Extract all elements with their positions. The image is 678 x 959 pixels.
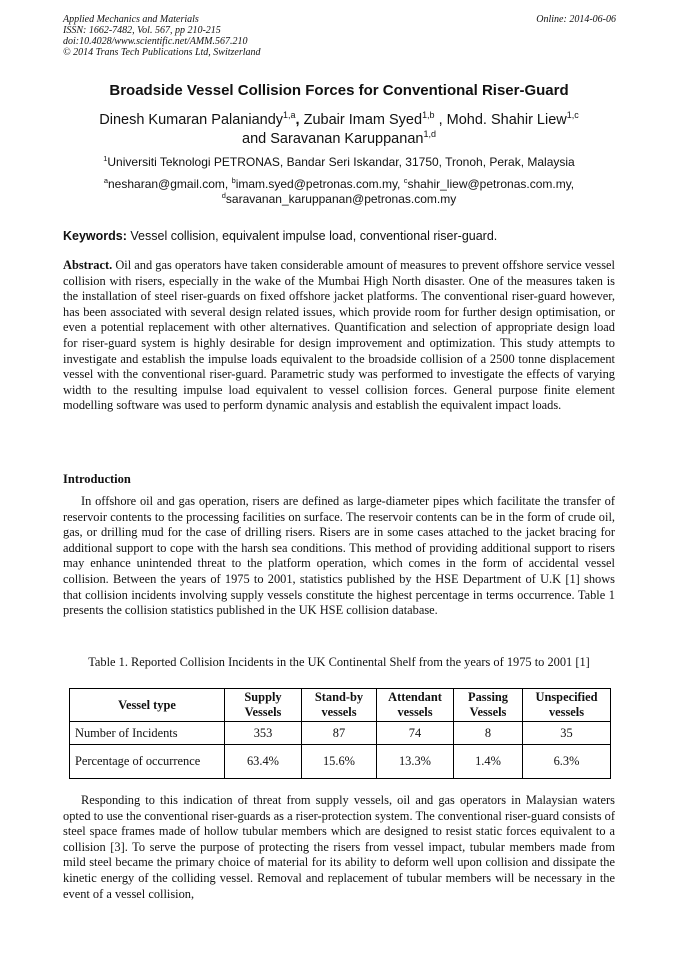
author-sup: 1,a (283, 110, 296, 121)
table-header-cell: Unspecified vessels (523, 689, 611, 722)
table-header-cell: Vessel type (70, 689, 225, 722)
table-cell: 13.3% (377, 745, 454, 779)
email-sup: d (221, 191, 226, 200)
online-date: Online: 2014-06-06 (536, 14, 616, 25)
keywords (63, 229, 497, 243)
table-header-cell: Attendant vessels (377, 689, 454, 722)
table-header-cell: Supply Vessels (225, 689, 302, 722)
author-name: Mohd. Shahir Liew (446, 112, 567, 128)
abstract-text: Oil and gas operators have taken considerable amount of measures to prevent offshore service vessel collision with risers, especially in the wake of the Mumbai High North disaster. One of the measures taken is the installation of steel riser-guards on fixed offshore jacket platforms. The conventional riser-guard however, has been associated with several design related issues, which provide room for further design optimisation, or even a potential replacement with other alternatives. Quantification and selection of appropriate design load for riser-guard system is highly desirable for design improvement and optimization. This study attempts to investigate and establish the impulse loads equivalent to the broadside collision of a 2500 tonne displacement vessel with the conventional riser-guard. Parametric study was performed to investigate the effects of varying width to the resulting impulse load equivalent to vessel collision forces. General purpose finite element modelling software was used to perform dynamic analysis and establish the equivalent impact loads. (63, 258, 615, 413)
table-cell: Number of Incidents (70, 722, 225, 745)
issn-line: ISSN: 1662-7482, Vol. 567, pp 210-215 (63, 25, 221, 36)
table-row (70, 722, 611, 745)
author-list (40, 111, 638, 149)
copyright-line: © 2014 Trans Tech Publications Ltd, Switzerland (63, 47, 261, 58)
affiliation (40, 155, 638, 169)
author-and: and (242, 131, 267, 147)
intro-paragraph-2: Responding to this indication of threat from supply vessels, oil and gas operators in Malaysian waters opted to use the conventional riser-guards as a riser-protection system. The conventional riser-guard consists of steel space frames made of hollow tubular members which are designed to resist static forces equivalent to a collision [3]. To serve the purpose of protecting the risers from vessel impact, tubular members made from mild steel became the primary choice of material for its ability to deform well upon collision and dissipate the kinetic energy of the colliding vessel. Removal and replacement of tubular members will be necessary in the event of a vessel collision, (63, 793, 615, 901)
email-address[interactable]: saravanan_karuppanan@petronas.com.my (225, 192, 457, 206)
author-name: Dinesh Kumaran Palaniandy (99, 112, 284, 128)
table-cell: 35 (523, 722, 611, 745)
email-address[interactable]: shahir_liew@petronas.com.my, (407, 177, 575, 191)
doi-line: doi:10.4028/www.scientific.net/AMM.567.210 (63, 36, 248, 47)
journal-name: Applied Mechanics and Materials (63, 14, 199, 25)
author-sup: 1,d (423, 129, 436, 140)
email-sup: c (403, 176, 408, 185)
table-cell: 15.6% (302, 745, 377, 779)
keywords-text: Vessel collision, equivalent impulse load, conventional riser-guard. (130, 229, 498, 243)
author-name: Zubair Imam Syed (303, 112, 423, 128)
keywords-label: Keywords: (63, 229, 127, 243)
table-cell: 6.3% (523, 745, 611, 779)
journal-header (63, 14, 261, 58)
table-cell: 74 (377, 722, 454, 745)
email-address[interactable]: nesharan@gmail.com, (108, 177, 229, 191)
affiliation-text: Universiti Teknologi PETRONAS, Bandar Seri Iskandar, 31750, Tronoh, Perak, Malaysia (107, 155, 575, 169)
table-cell: 353 (225, 722, 302, 745)
affiliation-sup: 1 (103, 154, 108, 163)
table-header-row (70, 689, 611, 722)
table-header-cell: Stand-by vessels (302, 689, 377, 722)
author-name: Saravanan Karuppanan (270, 131, 424, 147)
author-sup: 1,c (566, 110, 579, 121)
abstract (63, 258, 615, 414)
table-cell: 1.4% (454, 745, 523, 779)
table-cell: Percentage of occurrence (70, 745, 225, 779)
table-cell: 8 (454, 722, 523, 745)
author-emails (40, 177, 638, 207)
author-separator: , (438, 112, 443, 128)
email-sup: b (231, 176, 236, 185)
email-address[interactable]: imam.syed@petronas.com.my, (235, 177, 401, 191)
table-cell: 63.4% (225, 745, 302, 779)
table-row (70, 745, 611, 779)
table-caption: Table 1. Reported Collision Incidents in the UK Continental Shelf from the years of 1975 to 2001 [1] (88, 655, 590, 669)
email-sup: a (103, 176, 108, 185)
abstract-label: Abstract. (63, 258, 113, 272)
author-sup: 1,b (422, 110, 435, 121)
table-cell: 87 (302, 722, 377, 745)
author-separator: , (295, 112, 300, 128)
paper-title: Broadside Vessel Collision Forces for Conventional Riser-Guard (109, 82, 569, 99)
intro-paragraph-1: In offshore oil and gas operation, risers are defined as large-diameter pipes which facilitate the transfer of reservoir contents to the processing facilities on surface. The reservoir contents can be in the form of crude oil, gas, or drilling mud for the case of drilling risers. Risers are in some cases attached to the jacket bracing for additional support to cope with the harsh sea conditions. This method of providing additional support to risers may enhance unintended threat to the platform operation, which comes in the form of accidental vessel collision. Between the years of 1975 to 2001, statistics published by the HSE Department of U.K [1] shows that collision incidents involving supply vessels constitute the highest percentage in terms occurrence. Table 1 presents the collision statistics published in the UK HSE collision database. (63, 494, 615, 618)
collision-table (69, 688, 611, 779)
section-heading-introduction: Introduction (63, 472, 131, 486)
table-header-cell: Passing Vessels (454, 689, 523, 722)
